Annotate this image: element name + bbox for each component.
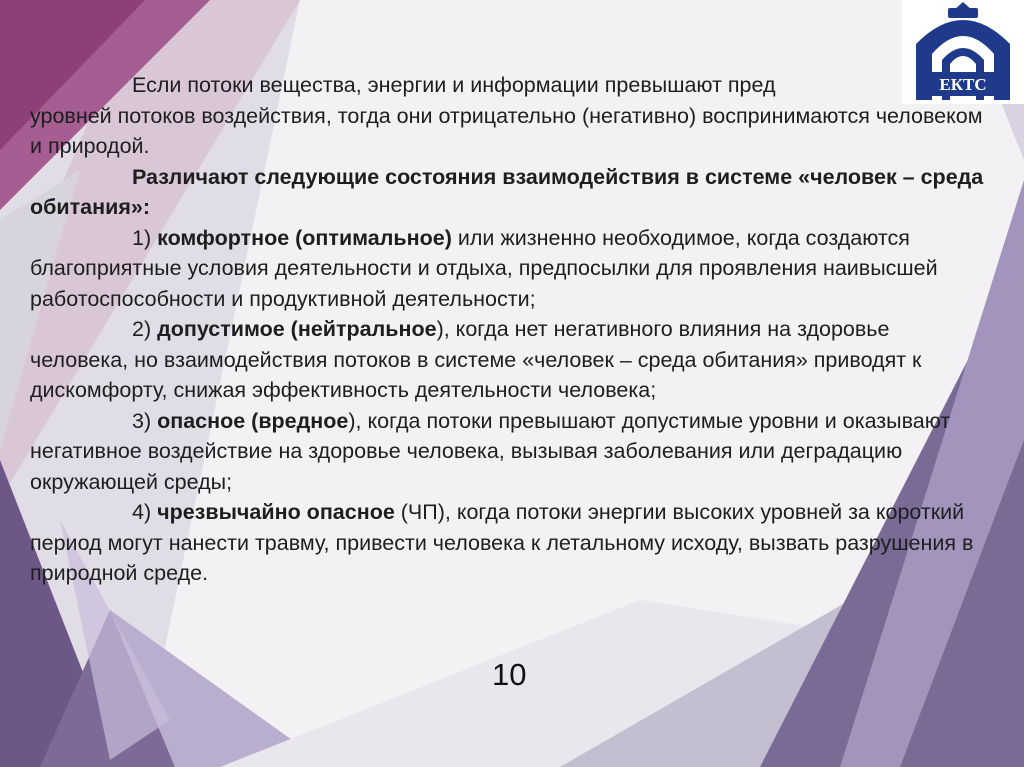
text-run: или жизненно необходимое, когда создаются благоприятные условия деятельности и отдыха, предпосылки для проявления наивысшей работоспособности и продуктивной деятельности; [30,225,938,311]
text-run: 3) [132,408,158,433]
bold-text-run: опасное (вредное [157,408,349,433]
text-run: ), когда нет негативного влияния на здоровье человека, но взаимодействия потоков в системе «человек – среда обитания» приводят к дискомфорту, снижая эффективность деятельности человека; [30,317,922,402]
text-run: 1) [132,225,158,250]
bold-text-run: комфортное (оптимальное) [157,225,452,250]
text-run: уровней потоков воздействия, тогда они отрицательно (негативно) воспринимаются человеком и природой. [30,103,983,158]
paragraph [30,406,990,498]
bold-text-run: Различают следующие состояния взаимодействия в системе «человек – среда обитания»: [30,164,984,219]
bold-text-run: допустимое (нейтральное [157,317,437,341]
paragraph [30,314,990,406]
paragraph [30,497,990,589]
text-run: 4) [132,500,158,524]
logo-text: ЕКТС [939,75,987,94]
paragraph [30,223,990,315]
page-number: 10 [492,657,527,692]
paragraph [30,162,990,223]
text-run: (ЧП), когда потоки энергии высоких уровней за короткий период могут нанести травму, привести человека к летальному исходу, вызвать разрушения в природной среде. [30,500,974,585]
paragraph [30,70,990,101]
paragraph [30,101,990,162]
slide-body-text [30,70,990,589]
text-run: 2) [132,317,158,341]
bold-text-run: чрезвычайно опасное [157,500,395,524]
text-run: ), когда потоки превышают допустимые уровни и оказывают негативное воздействие на здоровье человека, вызывая заболевания или деградацию окружающей среды; [30,408,951,494]
text-run: Если потоки вещества, энергии и информации превышают пред [132,73,776,97]
